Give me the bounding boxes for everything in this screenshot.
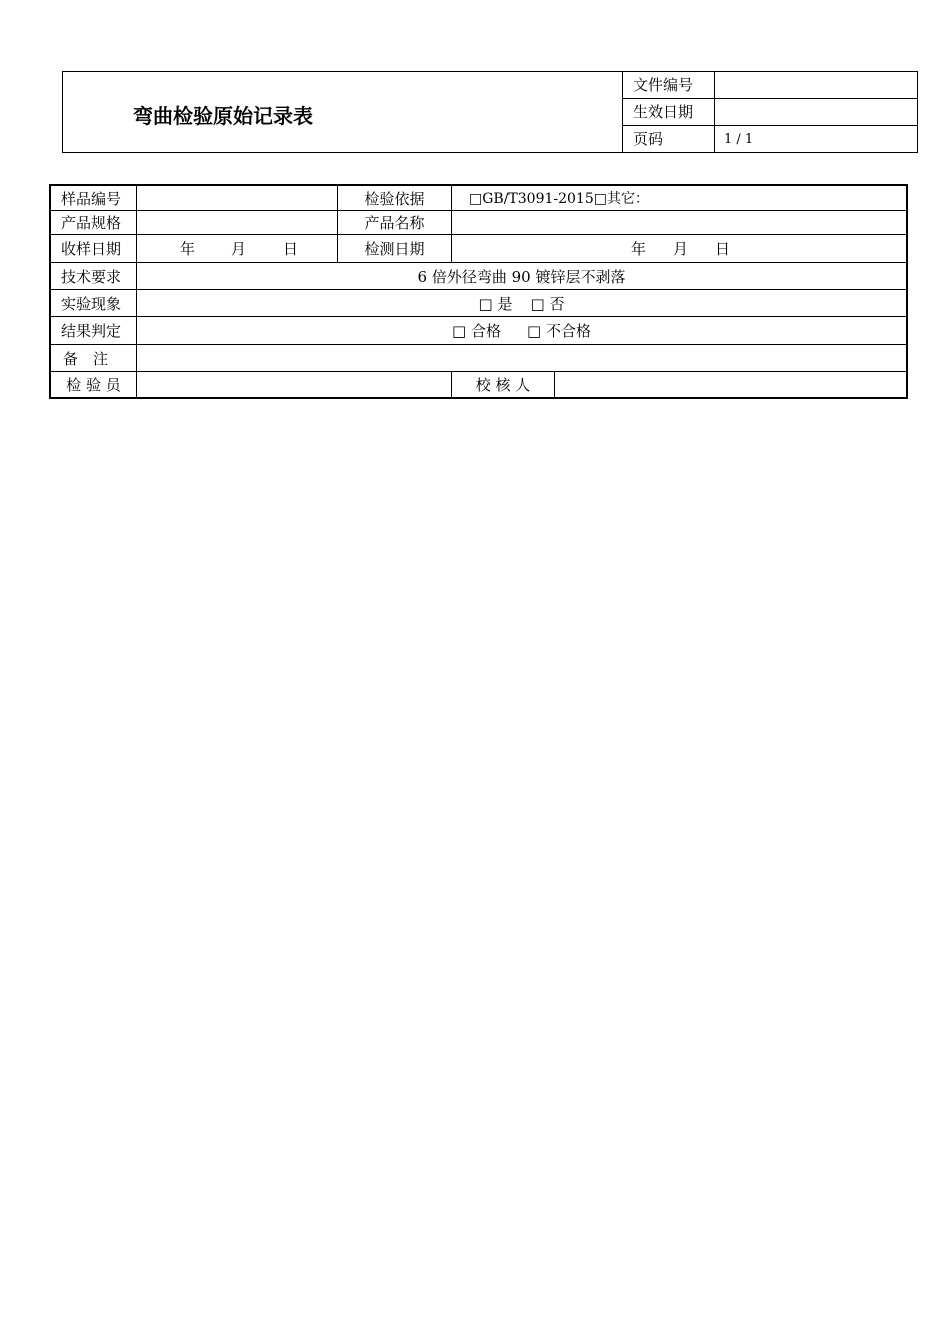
document-meta: [623, 72, 917, 152]
test-date-label: 检测日期: [337, 234, 451, 262]
basis-label: 检验依据: [337, 186, 451, 210]
test-date-month: 月: [673, 240, 689, 258]
result-option-pass[interactable]: □ 合格: [452, 322, 501, 340]
phenomenon-label: 实验现象: [51, 289, 136, 316]
meta-label: 生效日期: [623, 99, 715, 125]
receive-date-label: 收样日期: [51, 234, 136, 262]
sample-no-label: 样品编号: [61, 189, 122, 208]
phenomenon-option-yes[interactable]: □ 是: [478, 294, 513, 313]
test-date-year: 年: [631, 240, 647, 258]
meta-label: 页码: [623, 126, 715, 152]
spec-label: 产品规格: [51, 210, 136, 234]
document-title: 弯曲检验原始记录表: [133, 104, 313, 128]
meta-label: 文件编号: [623, 72, 715, 98]
page-number: 1 / 1: [724, 132, 754, 147]
inspector-label: 检 验 员: [51, 371, 136, 397]
basis-field[interactable]: □GB/T3091-2015□其它：: [451, 186, 906, 210]
phenomenon-options: [136, 289, 906, 316]
receive-date-day: 日: [283, 240, 299, 258]
inspection-form: [49, 184, 908, 399]
spec-field[interactable]: [136, 210, 337, 234]
meta-value[interactable]: [715, 99, 917, 125]
remark-field[interactable]: [136, 344, 906, 371]
result-option-fail[interactable]: □ 不合格: [527, 322, 591, 340]
inspector-field[interactable]: [136, 371, 451, 397]
meta-value[interactable]: [715, 72, 917, 98]
title-cell: [63, 72, 623, 152]
meta-row-effective-date: [623, 99, 917, 126]
reviewer-label: 校 核 人: [451, 371, 554, 397]
result-options: [136, 316, 906, 344]
product-name-label: 产品名称: [337, 210, 451, 234]
meta-row-page-no: [623, 126, 917, 152]
receive-date-year: 年: [180, 240, 196, 258]
meta-row-file-no: [623, 72, 917, 99]
receive-date-month: 月: [231, 240, 247, 258]
reviewer-field[interactable]: [554, 371, 906, 397]
tech-req-value: 6 倍外径弯曲 90 镀锌层不剥落: [136, 262, 906, 289]
sample-no-field[interactable]: [136, 186, 337, 210]
test-date-field[interactable]: [451, 234, 906, 262]
tech-req-label: 技术要求: [51, 262, 136, 289]
result-label: 结果判定: [51, 316, 136, 344]
phenomenon-option-no[interactable]: □ 否: [530, 294, 565, 313]
product-name-field[interactable]: [451, 210, 906, 234]
document-header: [62, 71, 918, 153]
test-date-day: 日: [715, 240, 731, 258]
receive-date-field[interactable]: [136, 234, 337, 262]
remark-label: 备 注: [51, 344, 136, 371]
